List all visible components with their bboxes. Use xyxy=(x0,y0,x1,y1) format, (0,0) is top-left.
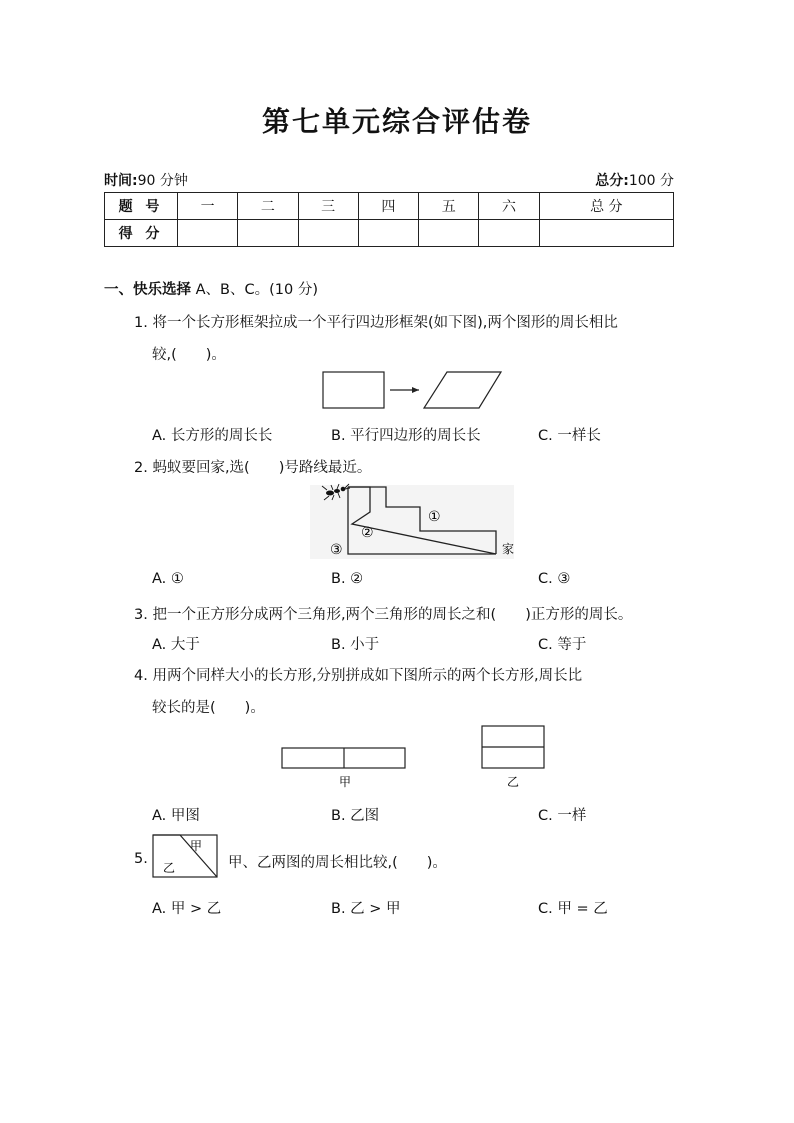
column-header: 二 xyxy=(238,193,298,220)
score-table xyxy=(104,192,674,247)
time-info xyxy=(104,170,188,190)
rectangle-frame xyxy=(323,372,384,408)
q1-option-b[interactable]: B. 平行四边形的周长长 xyxy=(331,428,481,444)
q4-text-line1: 4. 用两个同样大小的长方形,分别拼成如下图所示的两个长方形,周长比 xyxy=(134,668,583,684)
q2-text: 2. 蚂蚁要回家,选( )号路线最近。 xyxy=(134,460,372,476)
q2-option-c[interactable]: C. ③ xyxy=(538,571,571,587)
section-instructions: A、B、C。(10 分) xyxy=(191,282,318,298)
q5-figure xyxy=(150,832,220,882)
q4-option-c[interactable]: C. 一样 xyxy=(538,808,587,824)
q5-text: 甲、乙两图的周长相比较,( )。 xyxy=(228,855,447,871)
score-cell[interactable] xyxy=(419,220,479,247)
score-cell[interactable] xyxy=(238,220,298,247)
q5-jia-label: 甲 xyxy=(190,839,203,853)
score-cell[interactable] xyxy=(479,220,539,247)
q2-option-b[interactable]: B. ② xyxy=(331,571,364,587)
score-table-header-row xyxy=(105,193,674,220)
score-cell[interactable] xyxy=(178,220,238,247)
q5-option-c[interactable]: C. 甲 = 乙 xyxy=(538,901,608,917)
route-2-label: ② xyxy=(361,525,374,541)
arrow-head-icon xyxy=(412,387,419,393)
section-heading xyxy=(104,278,318,299)
q2-option-a[interactable]: A. ① xyxy=(152,571,184,587)
total-score-info xyxy=(595,170,674,190)
figure-yi-label: 乙 xyxy=(507,775,520,789)
time-value: 90 分钟 xyxy=(137,173,188,189)
column-header: 六 xyxy=(479,193,539,220)
total-label: 总分: xyxy=(595,173,629,189)
section-label: 一、快乐选择 xyxy=(104,282,191,298)
score-cell[interactable] xyxy=(298,220,358,247)
q4-figure xyxy=(278,722,553,794)
route-3-label: ③ xyxy=(330,542,343,558)
q4-option-a[interactable]: A. 甲图 xyxy=(152,808,200,824)
q3-option-c[interactable]: C. 等于 xyxy=(538,637,587,653)
page-title: 第七单元综合评估卷 xyxy=(261,105,532,138)
q2-ant-route-figure xyxy=(310,481,520,561)
parallelogram-frame xyxy=(424,372,501,408)
column-header: 总 分 xyxy=(539,193,673,220)
q1-option-c[interactable]: C. 一样长 xyxy=(538,428,601,444)
q3-option-a[interactable]: A. 大于 xyxy=(152,637,200,653)
question-number-header: 题 号 xyxy=(105,193,178,220)
score-header: 得 分 xyxy=(105,220,178,247)
score-table-score-row xyxy=(105,220,674,247)
route-1-label: ① xyxy=(428,509,441,525)
q3-option-b[interactable]: B. 小于 xyxy=(331,637,380,653)
q5-yi-label: 乙 xyxy=(163,861,176,875)
q5-number: 5. xyxy=(134,851,148,867)
column-header: 五 xyxy=(419,193,479,220)
q3-text: 3. 把一个正方形分成两个三角形,两个三角形的周长之和( )正方形的周长。 xyxy=(134,607,633,623)
q1-figure xyxy=(318,368,508,412)
total-value: 100 分 xyxy=(628,173,674,189)
column-header: 三 xyxy=(298,193,358,220)
q1-text-line2: 较,( )。 xyxy=(152,347,226,363)
q5-option-a[interactable]: A. 甲 > 乙 xyxy=(152,901,222,917)
q1-text-line1: 1. 将一个长方形框架拉成一个平行四边形框架(如下图),两个图形的周长相比 xyxy=(134,315,618,331)
column-header: 一 xyxy=(178,193,238,220)
q1-option-a[interactable]: A. 长方形的周长长 xyxy=(152,428,273,444)
figure-jia-label: 甲 xyxy=(339,775,352,789)
column-header: 四 xyxy=(358,193,418,220)
time-label: 时间: xyxy=(104,173,138,189)
score-cell[interactable] xyxy=(539,220,673,247)
score-cell[interactable] xyxy=(358,220,418,247)
q4-option-b[interactable]: B. 乙图 xyxy=(331,808,380,824)
q5-option-b[interactable]: B. 乙 > 甲 xyxy=(331,901,401,917)
home-label: 家 xyxy=(502,542,515,556)
q4-text-line2: 较长的是( )。 xyxy=(152,700,265,716)
